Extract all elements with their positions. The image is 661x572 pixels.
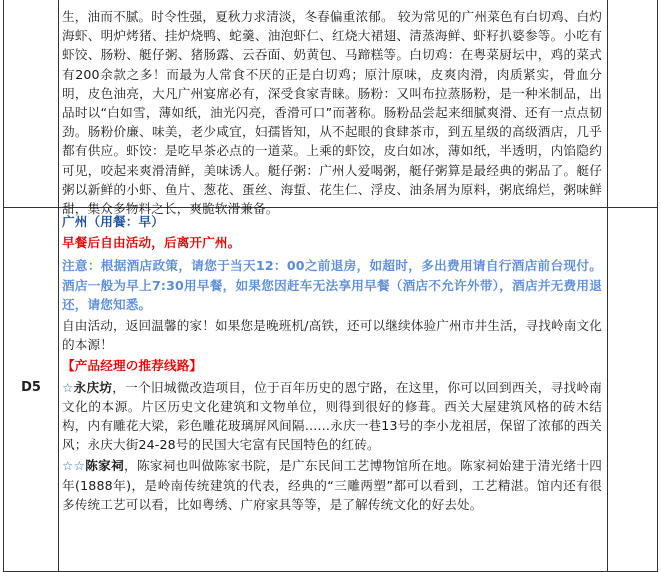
day-itinerary-cell [62, 212, 602, 516]
star-icon: ☆ [62, 379, 74, 395]
spot-chenjiaci [62, 456, 602, 514]
hotel-notice: 注意：根据酒店政策，请您于当天12：00之前退房，如超时，多出费用请自行酒店前台现付。酒店一般为早上7:30用早餐，如果您因赶车无法享用早餐（酒店不允许外带），酒店并无费用退还，请您知悉。 [62, 258, 602, 312]
food-description-text: 生，油而不腻。时令性强，夏秋力求清淡，冬春偏重浓郁。 较为常见的广州菜色有白切鸡、白灼海虾、明炉烤猪、挂炉烧鸭、蛇羹、油泡虾仁、红烧大裙翅、清蒸海鲜、虾籽扒婆参等。小吃有虾饺、肠粉、艇仔粥、猪肠露、云吞面、奶黄包、马蹄糕等。白切鸡：在粤菜厨坛中，鸡的菜式有200余款之多！而最为人常食不厌的正是白切鸡；原汁原味，皮爽肉滑，肉质紧实，骨血分明，皮色油亮，大凡广州宴席必有，深受食家青睐。肠粉：又叫布拉蒸肠粉，是一种米制品，出品时以“白如雪，薄如纸，油光闪亮，香滑可口”而著称。肠粉品尝起来细腻爽滑、还有一点点韧劲。肠粉价廉、味美，老少咸宜，妇孺皆知，从不起眼的食肆茶市，到五星级的高级酒店，几乎都有供应。虾饺：是吃早茶必点的一道菜。上乘的虾饺，皮白如冰，薄如纸，半透明，内馅隐约可见，咬起来爽滑清鲜，美味诱人。艇仔粥：广州人爱喝粥，艇仔粥算是最经典的粥品了。艇仔粥以新鲜的小虾、鱼片、葱花、蛋丝、海蜇、花生仁、浮皮、油条屑为原料，粥底绵烂，粥味鲜甜，集众多物料之长，爽脆软滑兼备。 [62, 9, 602, 217]
spot-yongqingfang [62, 378, 602, 455]
free-activity-text: 自由活动，返回温馨的家！如果您是晚班机/高铁，还可以继续体验广州市井生活，寻找岭南文化的本源！ [62, 318, 602, 353]
column-divider-left [58, 0, 59, 572]
itinerary-table [3, 0, 658, 572]
day-label: D5 [21, 380, 41, 395]
recommend-title: 【产品经理の推荐线路】 [62, 358, 203, 374]
spot-description: ，陈家祠也叫做陈家书院，是广东民间工艺博物馆所在地。陈家祠始建于清光绪十四年(1888年)，是岭南传统建筑的代表，经典的“三雕两塑”都可以看到，工艺精湛。馆内还有很多传统工艺可以看，比如粤绣、广府家具等等，是了解传统文化的好去处。 [62, 458, 602, 512]
spot-description: ，一个旧城微改造项目，位于百年历史的恩宁路，在这里，你可以回到西关，寻找岭南文化的本源。片区历史文化建筑和文物单位，则得到很好的修葺。西关大屋建筑风格的砖木结构，内有雕花大梁，彩色雕花玻璃屏风间隔……永庆一巷13号的李小龙祖居，保留了浓郁的西关风；永庆大街24-28号的民国大宅富有民国特色的红砖。 [62, 379, 603, 453]
food-description-cell [62, 7, 602, 218]
star-icon: ☆☆ [62, 458, 86, 474]
spot-name: 陈家祠 [85, 458, 125, 474]
spot-name: 永庆坊 [73, 379, 113, 395]
day-title: 广州（用餐：早） [62, 214, 164, 229]
day-summary: 早餐后自由活动，后离开广州。 [62, 235, 241, 251]
column-divider-right [607, 0, 608, 572]
